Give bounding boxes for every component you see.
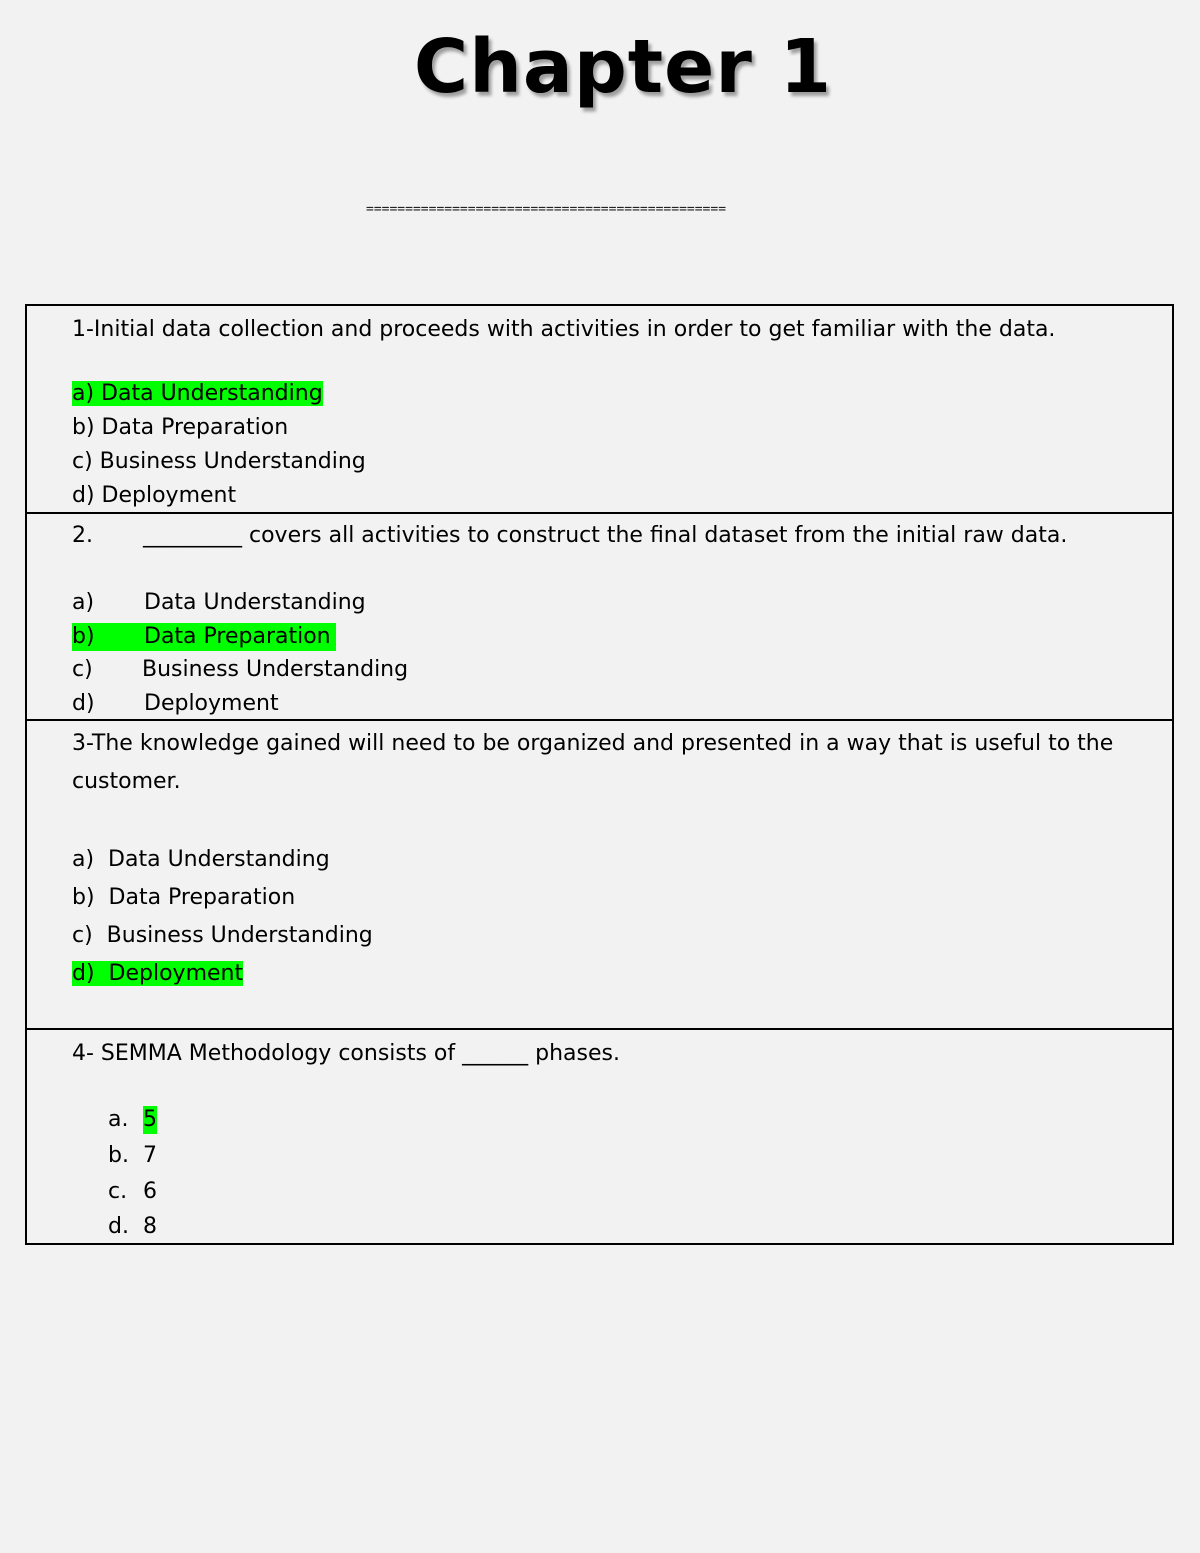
question-3-text-line-2: customer. (72, 769, 181, 794)
option-label: Business Understanding (142, 657, 409, 682)
question-1 (27, 306, 1172, 514)
question-2 (27, 514, 1172, 721)
question-1-option-d: d) Deployment (72, 483, 237, 508)
option-marker: b) (72, 624, 95, 649)
question-3-text-line-1: 3-The knowledge gained will need to be organized and presented in a way that is useful to the (72, 731, 1114, 756)
correct-answer-highlight: a) Data Understanding (72, 381, 323, 406)
question-4-option-c (108, 1178, 157, 1206)
question-4-option-d (108, 1213, 157, 1241)
question-1-option-c: c) Business Understanding (72, 449, 366, 474)
title-separator: ============================================== (366, 202, 727, 217)
question-1-text: 1-Initial data collection and proceeds with activities in order to get familiar with the data. (72, 317, 1056, 342)
page-title: Chapter 1 (413, 24, 833, 110)
question-2-option-b (72, 623, 336, 651)
question-3-option-c: c) Business Understanding (72, 923, 373, 948)
correct-answer-highlight: 5 (143, 1107, 157, 1132)
option-marker: c) (72, 657, 93, 682)
correct-answer-highlight: d) Deployment (72, 961, 244, 986)
option-marker: b. (108, 1143, 129, 1168)
option-marker: c. (108, 1179, 128, 1204)
option-label: 6 (143, 1179, 157, 1204)
question-3-option-b: b) Data Preparation (72, 885, 296, 910)
option-label: Data Understanding (144, 590, 366, 615)
question-4 (27, 1030, 1172, 1243)
question-1-option-b: b) Data Preparation (72, 415, 289, 440)
question-2-text: _________ covers all activities to construct the final dataset from the initial raw data. (143, 523, 1068, 548)
question-4-option-b (108, 1142, 157, 1170)
option-marker: a. (108, 1107, 129, 1132)
question-4-text: 4- SEMMA Methodology consists of ______ phases. (72, 1041, 620, 1066)
question-3-option-a: a) Data Understanding (72, 847, 330, 872)
question-4-option-a (108, 1106, 157, 1134)
question-2-option-d (72, 690, 279, 718)
option-marker: a) (72, 590, 95, 615)
option-label: Deployment (144, 691, 279, 716)
option-label: 8 (143, 1214, 157, 1239)
quiz-table (25, 304, 1174, 1245)
option-label: 7 (143, 1143, 157, 1168)
question-2-number: 2. (72, 523, 93, 548)
question-1-option-a (72, 380, 323, 408)
question-3 (27, 721, 1172, 1030)
option-marker: d) (72, 691, 95, 716)
option-marker: d. (108, 1214, 129, 1239)
question-2-option-a (72, 589, 366, 617)
question-2-option-c (72, 656, 409, 684)
option-label: Data Preparation (144, 624, 331, 649)
question-3-option-d (72, 959, 243, 989)
